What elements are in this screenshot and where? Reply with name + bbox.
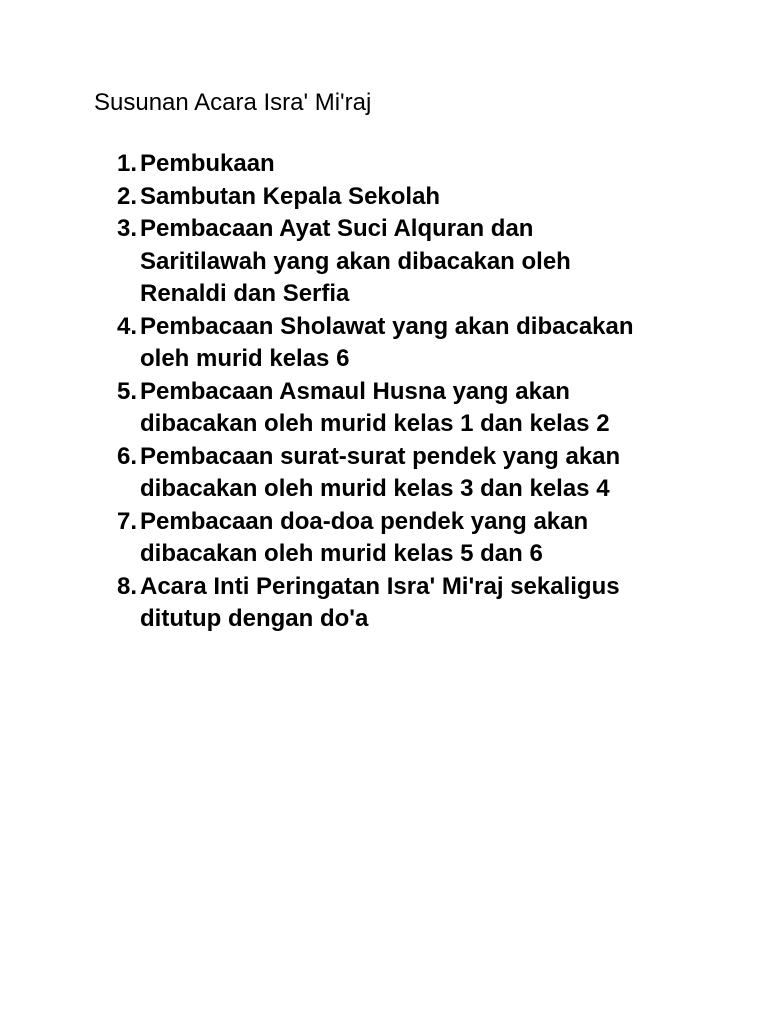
item-text: dibacakan oleh murid kelas 5 dan 6 bbox=[140, 540, 543, 567]
item-text: Pembacaan Sholawat yang akan dibacakan bbox=[140, 312, 634, 340]
list-item bbox=[94, 181, 714, 214]
item-number: 3. bbox=[116, 215, 137, 242]
item-number: 2. bbox=[116, 182, 137, 210]
list-item bbox=[94, 506, 714, 571]
item-text: Sambutan Kepala Sekolah bbox=[140, 182, 441, 210]
item-text: Pembacaan Asmaul Husna yang akan bbox=[140, 377, 570, 405]
list-item bbox=[94, 376, 714, 441]
item-text: ditutup dengan do'a bbox=[140, 605, 369, 632]
agenda-list bbox=[94, 148, 714, 636]
item-text: Saritilawah yang akan dibacakan oleh bbox=[140, 247, 571, 275]
item-text: Renaldi dan Serfia bbox=[140, 280, 350, 307]
item-number: 8. bbox=[116, 572, 137, 600]
item-text: Pembacaan surat-surat pendek yang akan bbox=[140, 442, 621, 470]
list-item bbox=[94, 311, 714, 376]
item-text: Acara Inti Peringatan Isra' Mi'raj sekaligus bbox=[140, 572, 620, 600]
list-item bbox=[94, 148, 714, 181]
list-item bbox=[94, 571, 714, 636]
item-number: 1. bbox=[116, 150, 137, 177]
item-number: 7. bbox=[116, 507, 137, 535]
item-text: Pembacaan Ayat Suci Alquran dan bbox=[140, 215, 534, 242]
item-text: Pembukaan bbox=[140, 150, 275, 177]
item-number: 6. bbox=[116, 442, 137, 470]
item-text: Pembacaan doa-doa pendek yang akan bbox=[140, 507, 589, 535]
item-number: 5. bbox=[116, 377, 137, 405]
list-item bbox=[94, 441, 714, 506]
item-text: dibacakan oleh murid kelas 3 dan kelas 4 bbox=[140, 475, 610, 502]
item-text: dibacakan oleh murid kelas 1 dan kelas 2 bbox=[140, 410, 610, 437]
item-number: 4. bbox=[116, 312, 137, 340]
document-title: Susunan Acara Isra' Mi'raj bbox=[94, 89, 372, 116]
item-text: oleh murid kelas 6 bbox=[140, 345, 350, 372]
list-item bbox=[94, 213, 714, 311]
